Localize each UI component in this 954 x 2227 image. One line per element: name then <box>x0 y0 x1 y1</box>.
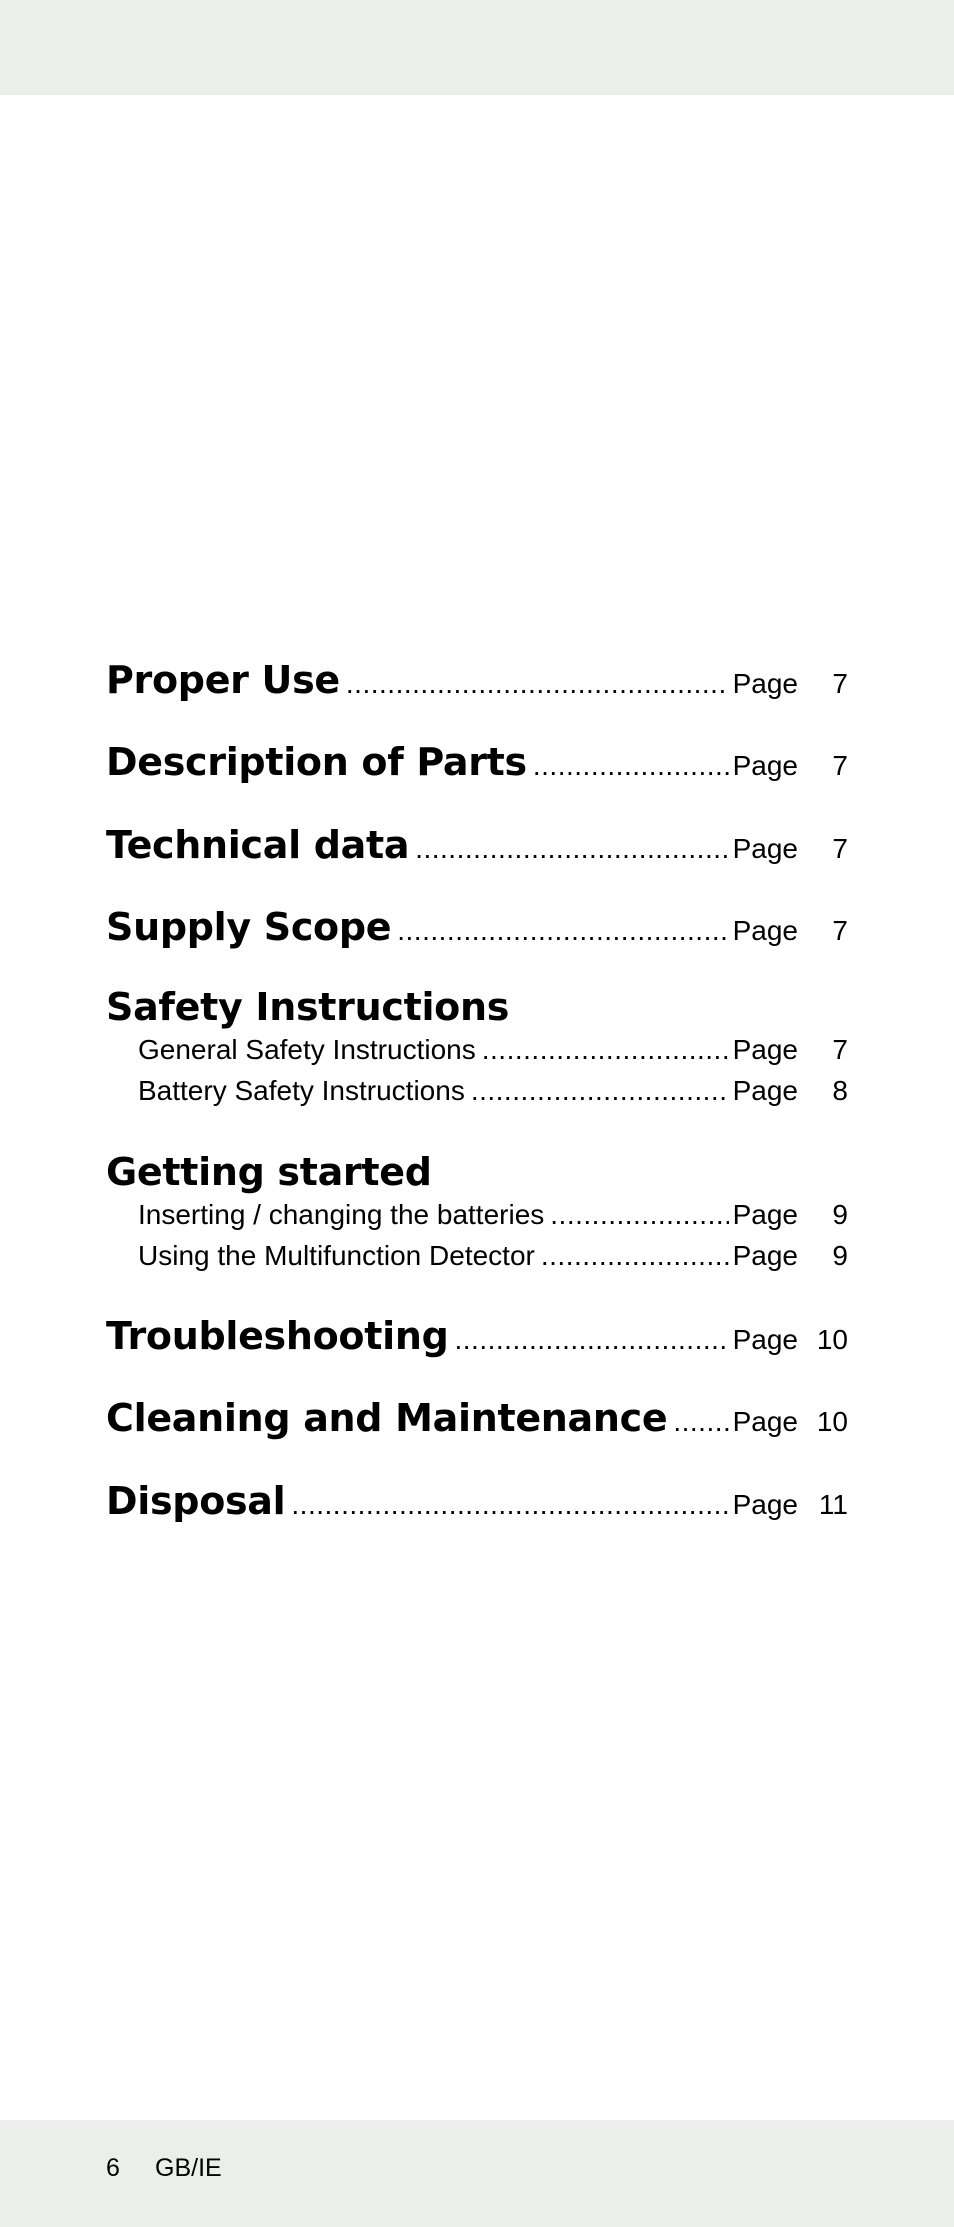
toc-entry-disposal[interactable] <box>106 1479 848 1523</box>
page-label: Page <box>732 750 798 781</box>
page-label: Page <box>732 1034 798 1065</box>
toc-entry-title: Cleaning and Maintenance <box>106 1396 668 1440</box>
toc-entry-title: Technical data <box>106 823 410 867</box>
page-number: 11 <box>818 1489 848 1520</box>
toc-subentry-title: Using the Multifunction Detector <box>138 1240 535 1271</box>
dot-leader <box>541 1240 729 1272</box>
footer-band <box>0 2120 954 2227</box>
dot-leader <box>454 1324 728 1356</box>
footer-locale: GB/IE <box>155 2154 222 2182</box>
toc-subentry-title: Inserting / changing the batteries <box>138 1199 545 1230</box>
page-number: 7 <box>832 915 848 946</box>
page-label: Page <box>732 1075 798 1106</box>
dot-leader <box>291 1489 728 1521</box>
toc-entry-title: Supply Scope <box>106 905 392 949</box>
page-label: Page <box>732 833 798 864</box>
toc-entry-title: Description of Parts <box>106 740 527 784</box>
page-number: 10 <box>816 1406 848 1437</box>
toc-subentry-inserting-batteries[interactable] <box>138 1199 848 1231</box>
page-label: Page <box>732 1324 798 1355</box>
toc-entry-description-of-parts[interactable] <box>106 740 848 784</box>
page-number: 10 <box>816 1324 848 1355</box>
page-label: Page <box>732 1240 798 1271</box>
dot-leader <box>673 1406 728 1438</box>
page-number: 7 <box>832 833 848 864</box>
dot-leader <box>346 668 729 700</box>
page-number: 7 <box>832 668 848 699</box>
toc-heading-getting-started: Getting started <box>106 1150 432 1194</box>
page-number: 9 <box>832 1199 848 1230</box>
footer-page-number: 6 <box>106 2154 120 2182</box>
page-label: Page <box>732 1406 798 1437</box>
toc-entry-supply-scope[interactable] <box>106 905 848 949</box>
page-label: Page <box>732 1489 798 1520</box>
dot-leader <box>471 1075 729 1107</box>
toc-subentry-using-detector[interactable] <box>138 1240 848 1272</box>
page-number: 9 <box>832 1240 848 1271</box>
toc-subentry-battery-safety[interactable] <box>138 1075 848 1107</box>
dot-leader <box>482 1034 729 1066</box>
page-number: 7 <box>832 1034 848 1065</box>
page-label: Page <box>732 915 798 946</box>
toc-entry-technical-data[interactable] <box>106 823 848 867</box>
toc-heading-safety-instructions: Safety Instructions <box>106 985 510 1029</box>
dot-leader <box>397 915 728 947</box>
toc-entry-proper-use[interactable] <box>106 658 848 702</box>
toc-entry-title: Proper Use <box>106 658 340 702</box>
header-band <box>0 0 954 95</box>
dot-leader <box>533 750 729 782</box>
dot-leader <box>415 833 728 865</box>
toc-entry-cleaning-maintenance[interactable] <box>106 1396 848 1440</box>
toc-entry-title: Disposal <box>106 1479 286 1523</box>
dot-leader <box>550 1199 728 1231</box>
toc-subentry-title: General Safety Instructions <box>138 1034 476 1065</box>
page-label: Page <box>732 668 798 699</box>
page-number: 7 <box>832 750 848 781</box>
toc-subentry-title: Battery Safety Instructions <box>138 1075 465 1106</box>
page-number: 8 <box>832 1075 848 1106</box>
page-label: Page <box>732 1199 798 1230</box>
toc-entry-troubleshooting[interactable] <box>106 1314 848 1358</box>
toc-subentry-general-safety[interactable] <box>138 1034 848 1066</box>
toc-entry-title: Troubleshooting <box>106 1314 449 1358</box>
